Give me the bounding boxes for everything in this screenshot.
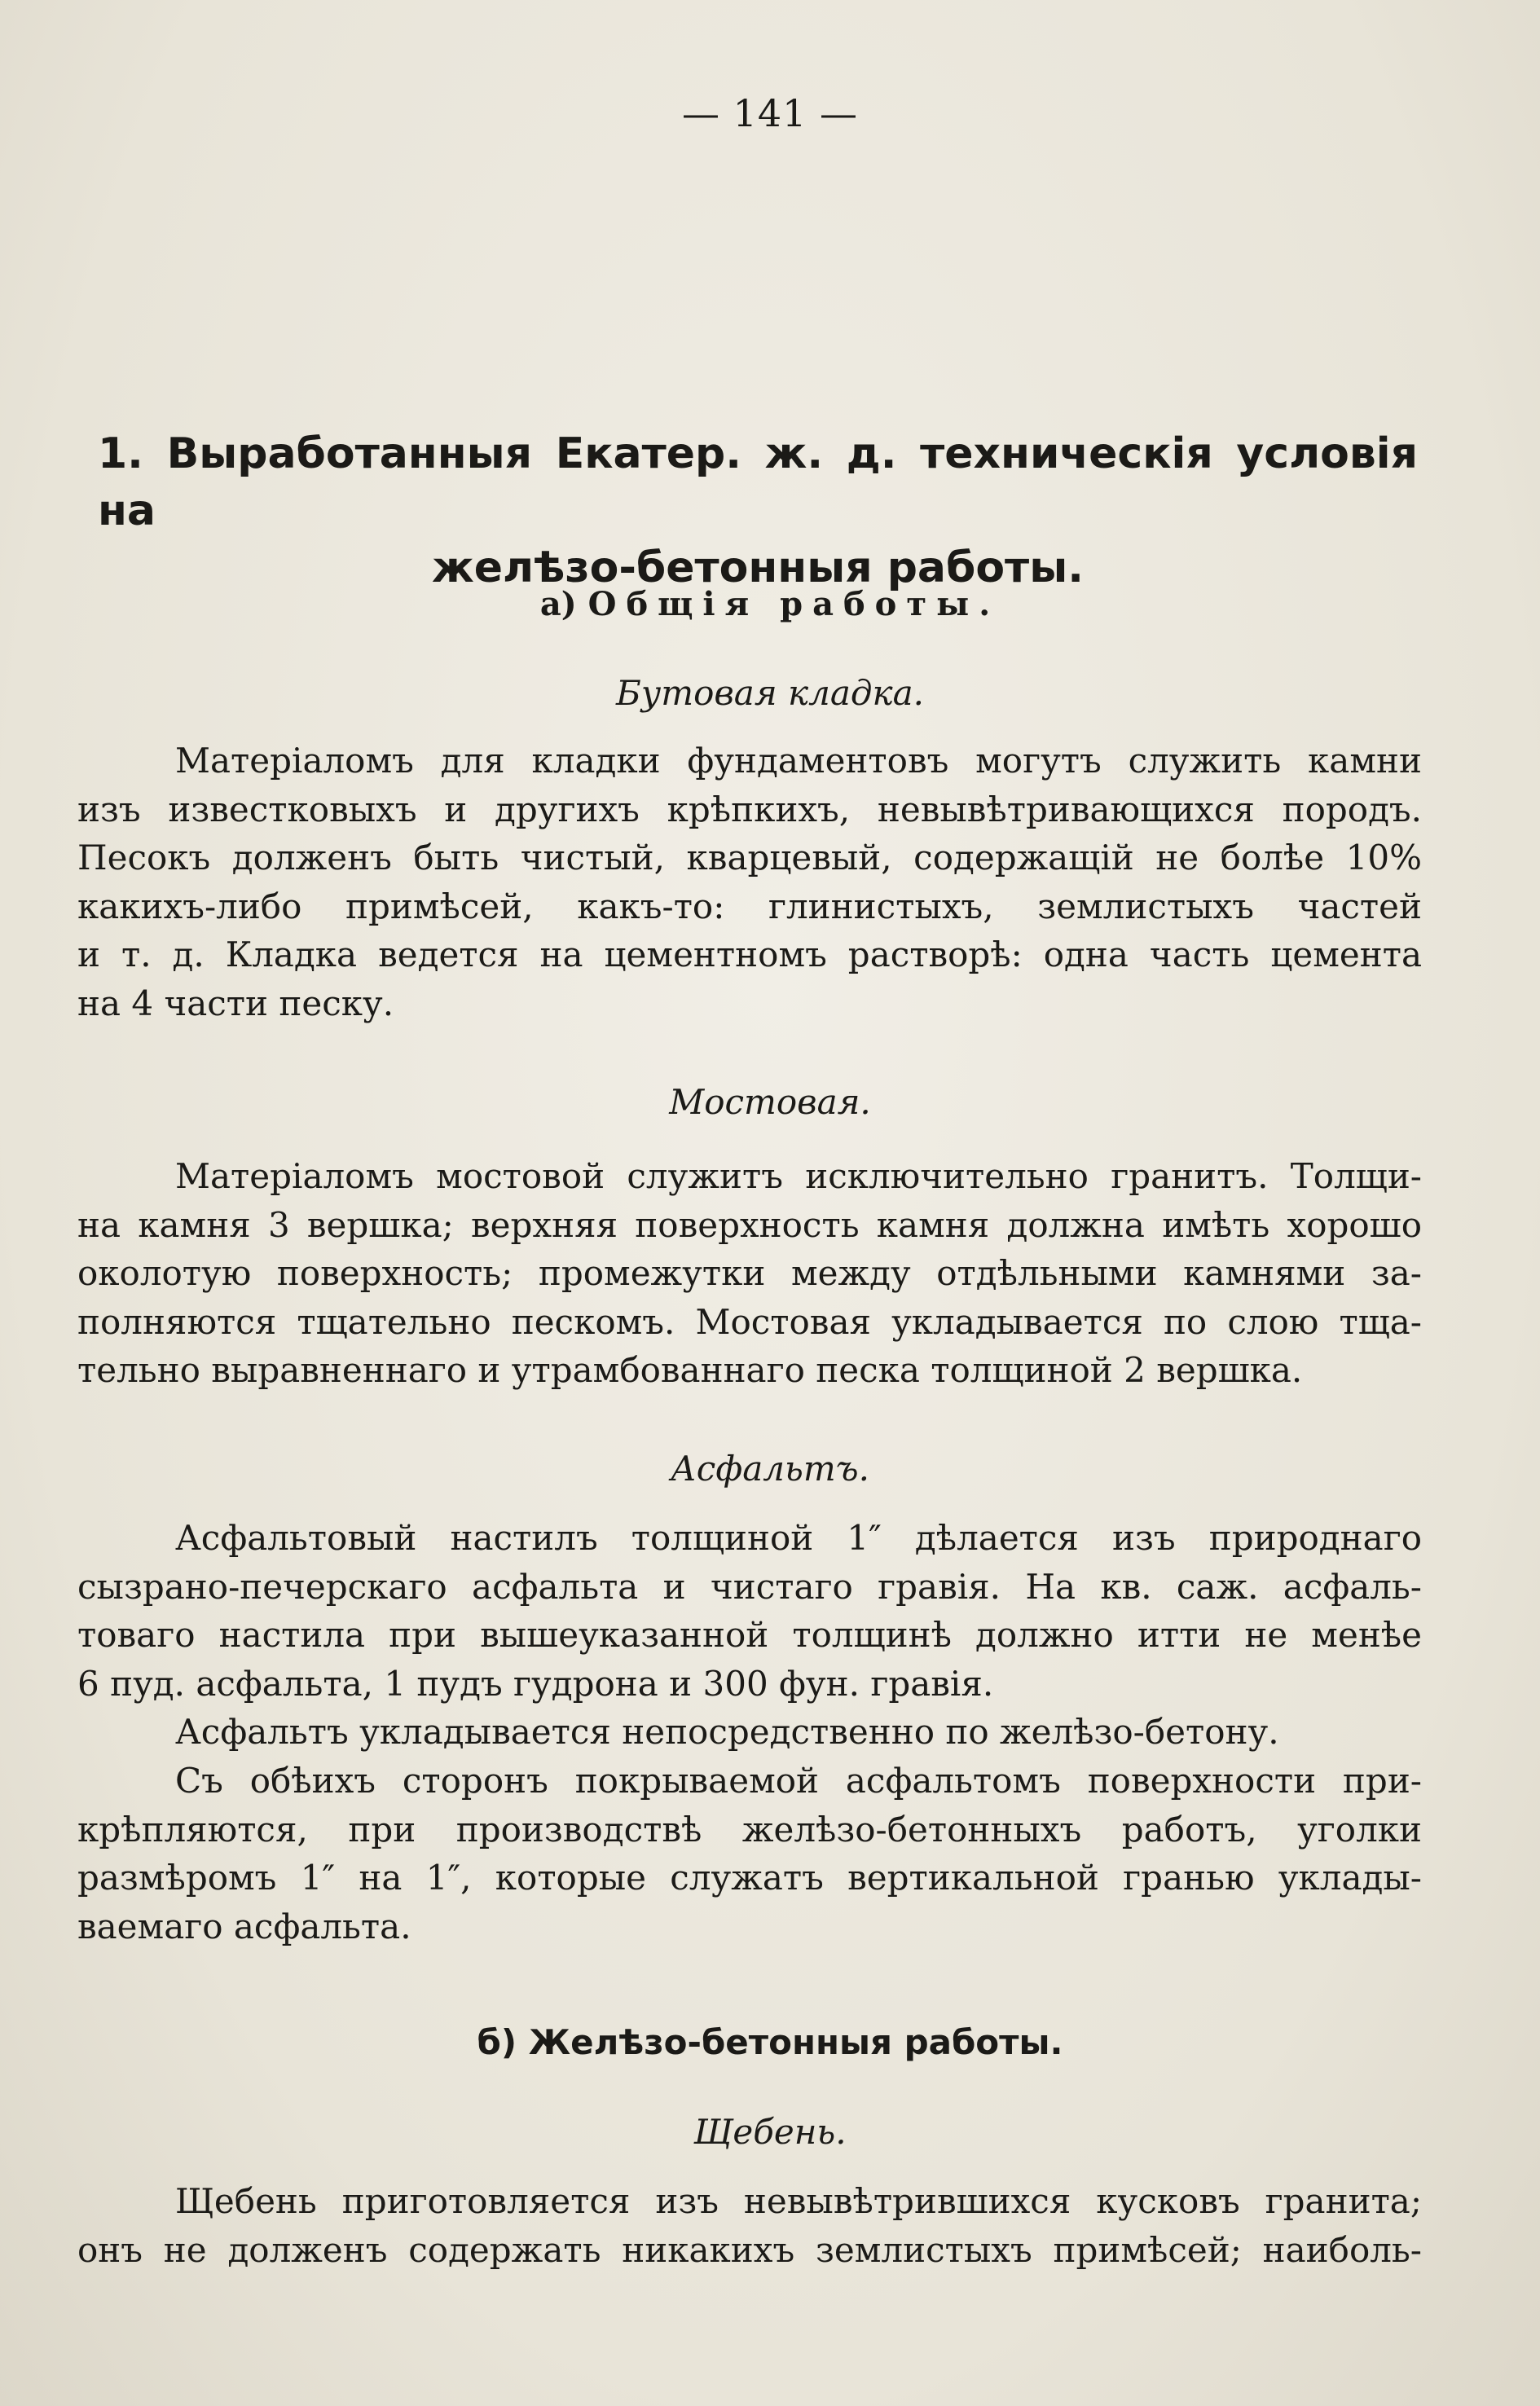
section-title — [98, 425, 1418, 596]
text-line: онъ не долженъ содержать никакихъ землистыхъ примѣсей; наиболь- — [77, 2229, 1422, 2270]
scheben-heading: Щебень. — [693, 2112, 847, 2152]
section-title-line-2: желѣзо-бетонныя работы. — [432, 543, 1084, 592]
asfalt-heading: Асфальтъ. — [670, 1449, 870, 1489]
page-number: — 141 — — [681, 91, 859, 135]
text-line: Асфальтъ укладывается непосредственно по желѣзо-бетону. — [175, 1712, 1279, 1752]
mostovaya-paragraph — [77, 1152, 1422, 1395]
text-line: и т. д. Кладка ведется на цементномъ растворѣ: одна часть цемента — [77, 935, 1422, 974]
text-line: изъ известковыхъ и другихъ крѣпкихъ, невывѣтривающихся породъ. — [77, 789, 1422, 829]
part-a-label: а) — [539, 585, 577, 623]
text-line: Щебень приготовляется изъ невывѣтрившихся кусковъ гранита; — [175, 2181, 1422, 2221]
mostovaya-heading: Мостовая. — [669, 1082, 871, 1122]
text-line: какихъ-либо примѣсей, какъ-то: глинистыхъ, землистыхъ частей — [77, 886, 1422, 926]
text-line: размѣромъ 1″ на 1″, которые служатъ вертикальной гранью уклады- — [77, 1858, 1422, 1898]
text-line: ваемаго асфальта. — [77, 1906, 411, 1946]
text-line: Матеріаломъ для кладки фундаментовъ могутъ служить камни — [175, 741, 1422, 781]
scheben-paragraph — [77, 2177, 1422, 2274]
text-line: сызрано-печерскаго асфальта и чистаго гравія. На кв. саж. асфаль- — [77, 1566, 1422, 1607]
part-b-heading: б) Желѣзо-бетонныя работы. — [477, 2022, 1063, 2062]
text-line: Песокъ долженъ быть чистый, кварцевый, содержащій не болѣе 10% — [77, 838, 1422, 878]
text-line: Съ обѣихъ сторонъ покрываемой асфальтомъ поверхности при- — [175, 1761, 1422, 1801]
text-line: полняются тщательно пескомъ. Мостовая укладывается по слою тща- — [77, 1301, 1422, 1342]
text-line: околотую поверхность; промежутки между отдѣльными камнями за- — [77, 1253, 1422, 1293]
text-line: на 4 части песку. — [77, 983, 394, 1023]
text-line: крѣпляются, при производствѣ желѣзо-бетонныхъ работъ, уголки — [77, 1809, 1422, 1850]
text-line: Матеріаломъ мостовой служитъ исключительно гранитъ. Толщи- — [175, 1156, 1422, 1196]
text-line: Асфальтовый настилъ толщиной 1″ дѣлается изъ природнаго — [175, 1518, 1422, 1558]
part-a-title: Общія работы. — [587, 585, 1001, 623]
text-line: на камня 3 вершка; верхняя поверхность камня должна имѣть хорошо — [77, 1204, 1422, 1245]
text-line: товаго настила при вышеуказанной толщинѣ должно итти не менѣе — [77, 1615, 1422, 1655]
part-a-heading — [0, 585, 1540, 623]
butovaya-heading: Бутовая кладка. — [616, 673, 924, 713]
text-line: 6 пуд. асфальта, 1 пудъ гудрона и 300 фун. гравія. — [77, 1663, 994, 1704]
section-title-line-1: 1. Выработанныя Екатер. ж. д. техническія условія на — [98, 429, 1418, 535]
butovaya-paragraph — [77, 737, 1422, 1027]
asfalt-paragraph-3 — [77, 1757, 1422, 1951]
asfalt-paragraph-1 — [77, 1514, 1422, 1708]
text-line: тельно выравненнаго и утрамбованнаго песка толщиной 2 вершка. — [77, 1350, 1303, 1390]
asfalt-paragraph-2 — [77, 1708, 1422, 1757]
